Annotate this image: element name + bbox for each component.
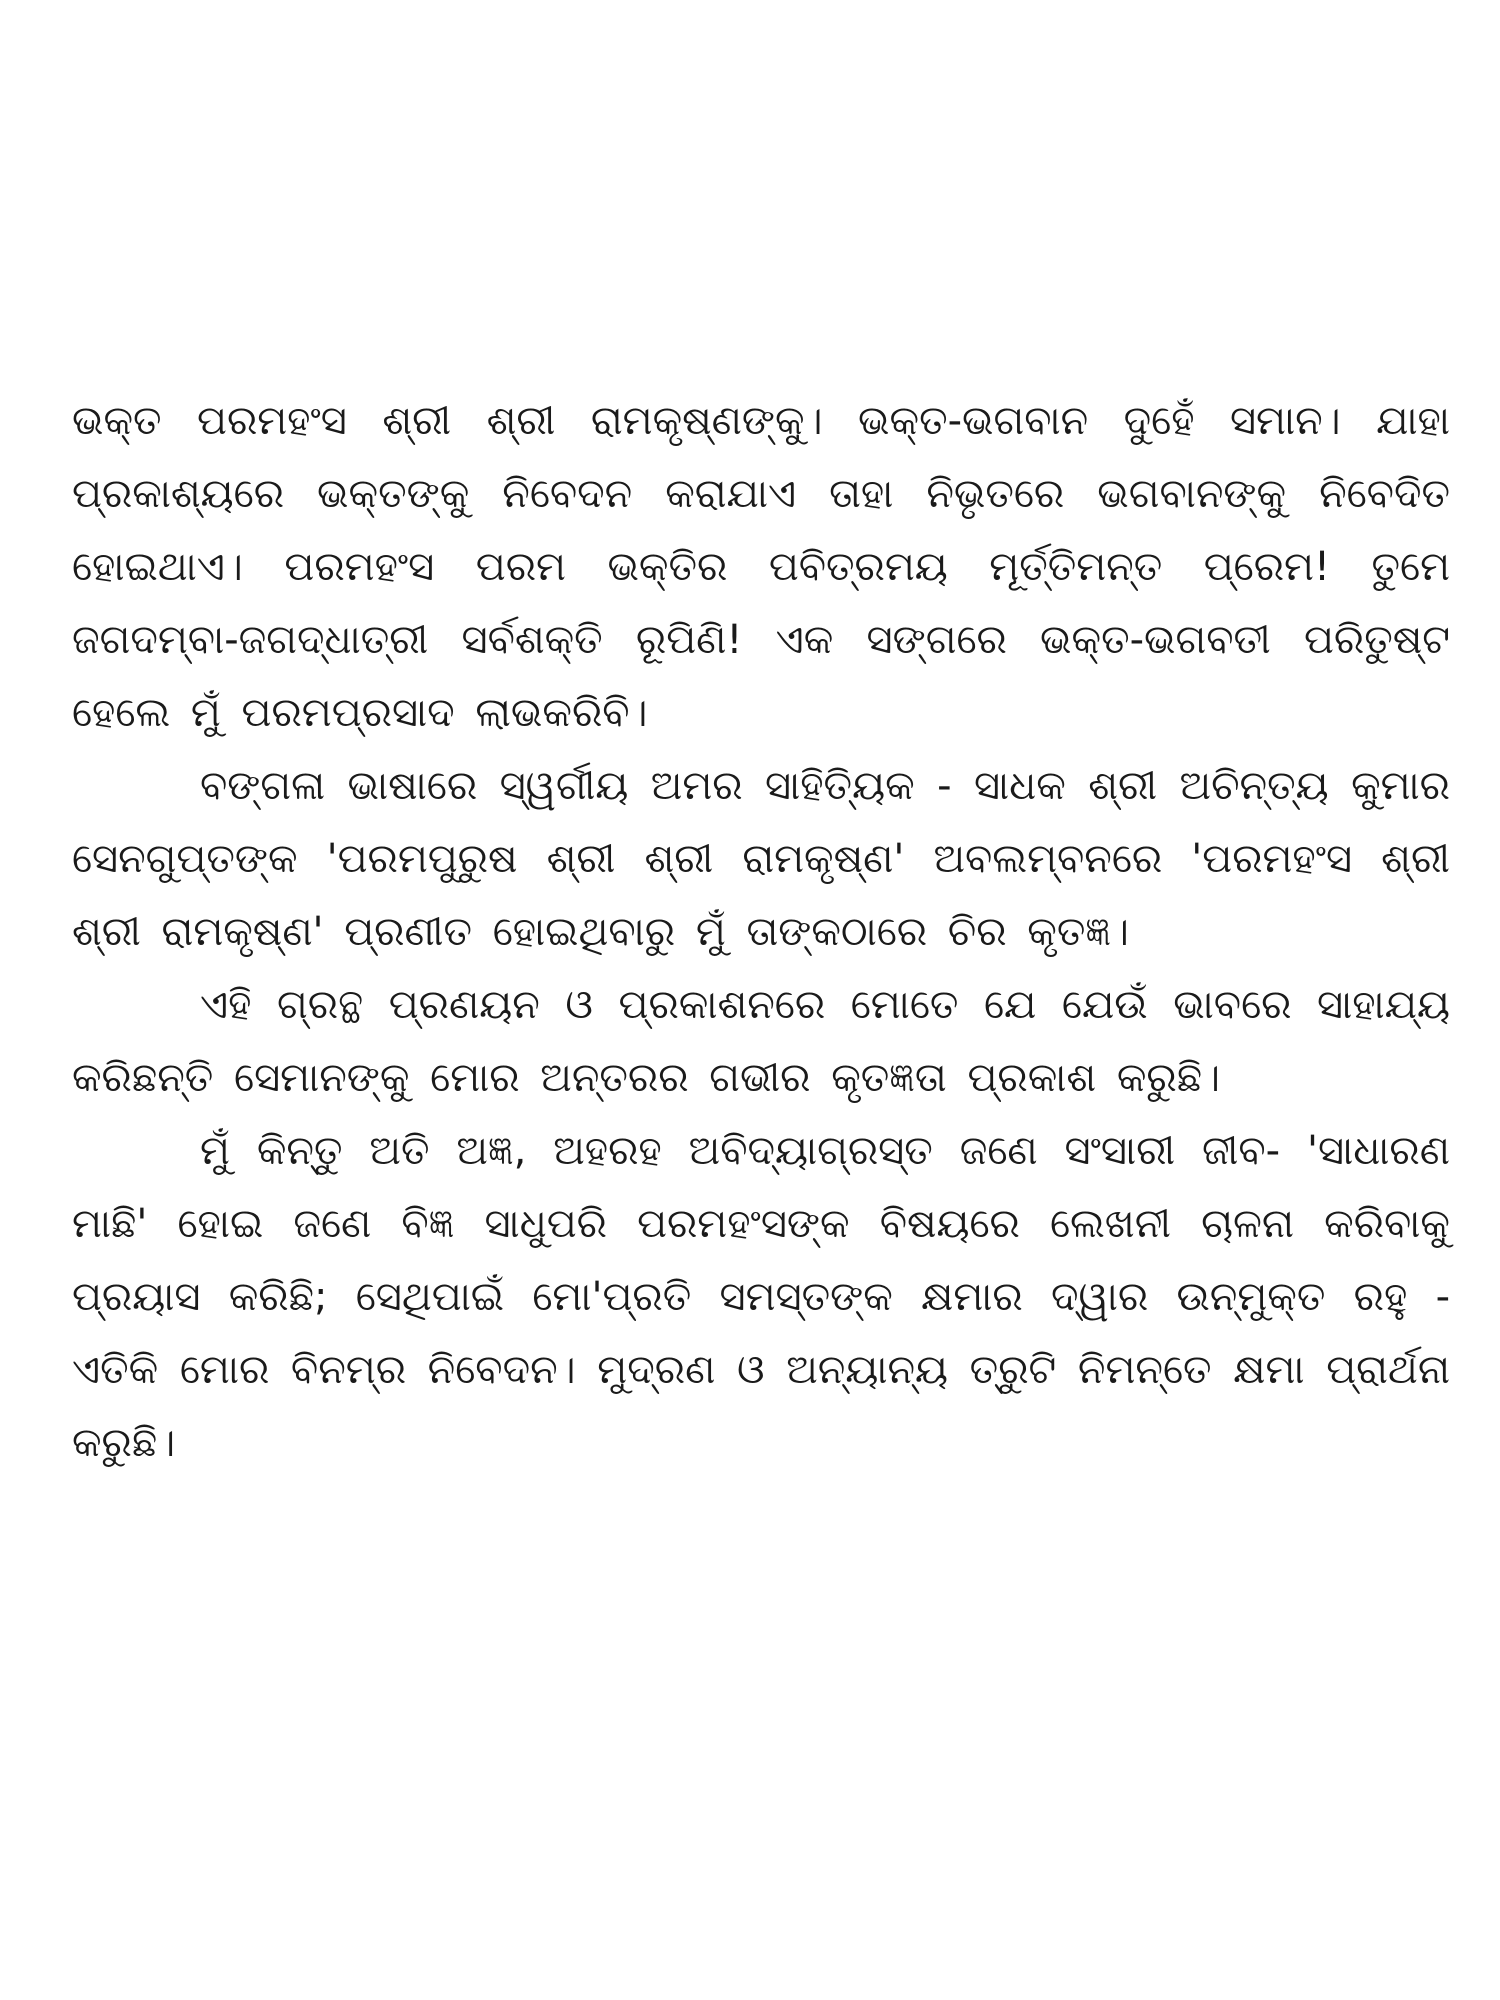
paragraph-gratitude: ଏହି ଗ୍ରନ୍ଥ ପ୍ରଣୟନ ଓ ପ୍ରକାଶନରେ ମୋତେ ଯେ ଯେଉଁ ଭାବରେ ସାହାଯ୍ୟ କରିଛନ୍ତି ସେମାନଙ୍କୁ ମୋର ଅନ୍ତରର ଗଭୀର କୃତଜ୍ଞତା ପ୍ରକାଶ କରୁଛି। [72, 982, 1450, 1101]
paragraph-source-acknowledgement: ବଙ୍ଗଳା ଭାଷାରେ ସ୍ୱର୍ଗୀୟ ଅମର ସାହିତ୍ୟିକ - ସାଧକ ଶ୍ରୀ ଅଚିନ୍ତ୍ୟ କୁମାର ସେନଗୁପ୍ତଙ୍କ 'ପରମପୁରୁଷ ଶ୍ରୀ ଶ୍ରୀ ରାମକୃଷ୍ଣ' ଅବଲମ୍ବନରେ 'ପରମହଂସ ଶ୍ରୀ ଶ୍ରୀ ରାମକୃଷ୍ଣ' ପ୍ରଣୀତ ହୋଇଥିବାରୁ ମୁଁ ତାଙ୍କଠାରେ ଚିର କୃତଜ୍ଞ। [72, 763, 1450, 955]
paragraph-dedication: ଭକ୍ତ ପରମହଂସ ଶ୍ରୀ ଶ୍ରୀ ରାମକୃଷ୍ଣଙ୍କୁ। ଭକ୍ତ-ଭଗବାନ ଦୁହେଁ ସମାନ। ଯାହା ପ୍ରକାଶ୍ୟରେ ଭକ୍ତଙ୍କୁ ନିବେଦନ କରାଯାଏ ତାହା ନିଭୃତରେ ଭଗବାନଙ୍କୁ ନିବେଦିତ ହୋଇଥାଏ। ପରମହଂସ ପରମ ଭକ୍ତିର ପବିତ୍ରମୟ ମୂର୍ତ୍ତିମନ୍ତ ପ୍ରେମ! ତୁମେ ଜଗଦମ୍ବା-ଜଗଦ୍ଧାତ୍ରୀ ସର୍ବଶକ୍ତି ରୂପିଣି! ଏକ ସଙ୍ଗରେ ଭକ୍ତ-ଭଗବତୀ ପରିତୁଷ୍ଟ ହେଲେ ମୁଁ ପରମପ୍ରସାଦ ଲାଭକରିବି। [72, 398, 1450, 736]
body-text [72, 385, 1450, 1480]
paragraph-apology: ମୁଁ କିନ୍ତୁ ଅତି ଅଜ୍ଞ, ଅହରହ ଅବିଦ୍ୟାଗ୍ରସ୍ତ ଜଣେ ସଂସାରୀ ଜୀବ- 'ସାଧାରଣ ମାଛି' ହୋଇ ଜଣେ ବିଜ୍ଞ ସାଧୁପରି ପରମହଂସଙ୍କ ବିଷୟରେ ଲେଖନୀ ଚାଳନା କରିବାକୁ ପ୍ରୟାସ କରିଛି; ସେଥିପାଇଁ ମୋ'ପ୍ରତି ସମସ୍ତଙ୍କ କ୍ଷମାର ଦ୍ୱାର ଉନ୍ମୁକ୍ତ ରହୁ - ଏତିକି ମୋର ବିନମ୍ର ନିବେଦନ। ମୁଦ୍ରଣ ଓ ଅନ୍ୟାନ୍ୟ ତ୍ରୁଟି ନିମନ୍ତେ କ୍ଷମା ପ୍ରାର୍ଥନା କରୁଛି। [72, 1128, 1450, 1466]
